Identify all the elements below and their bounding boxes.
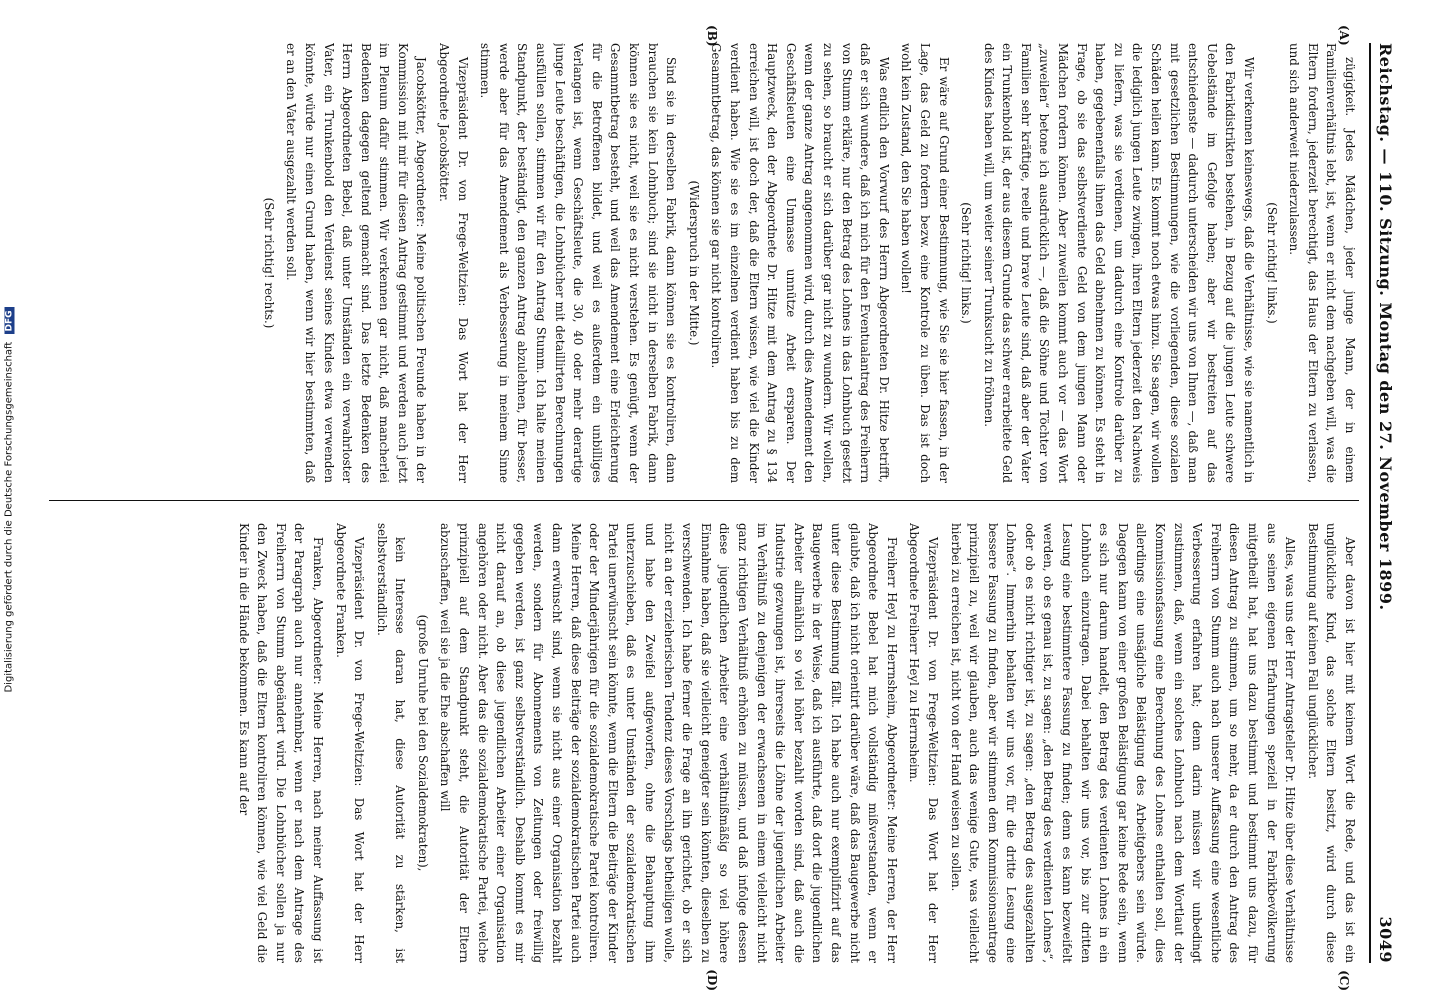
text-column-left	[49, 43, 1359, 483]
digitization-credit-text: Digitalisierung gefördert durch die Deutsche Forschungsgemeinschaft	[3, 341, 15, 693]
margin-marker-c: (C)	[1337, 970, 1351, 991]
paragraph: (Sehr richtig! links.)	[1264, 202, 1279, 324]
paragraph: Was endlich den Vorwurf des Herrn Abgeordneten Dr. Hitze betrifft, daß er sich wundere, daß ich mich für den Eventualantrag des Freiherrn von Stumm erkläre, nur den Betrag des Lohnes in das Lohnbuch gesetzt zu sehen, so braucht er sich darüber gar nicht zu wundern. Wir wollen, wenn der ganze Antrag angenommen wird, durch dies Amendement den Geschäftsleuten eine Unmasse unnütze Arbeit ersparen. Der Hauptzweck, den der Abgeordnete Dr. Hitze mit dem Antrag zu § 134 erreichen will, ist doch der, daß die Eltern wissen, wie viel die Kinder verdient haben. Wie sie es im einzelnen verdient haben bis zu dem Gesammtbetrag, das können sie gar nicht kontroliren.	[709, 43, 891, 483]
paragraph: Jacobskötter, Abgeordneter: Meine politischen Freunde haben in der Kommission mit mir für diesen Antrag gestimmt und werden auch jetzt im Plenum dafür stimmen. Wir verkennen gar nicht, daß mancherlei Bedenken dagegen geltend gemacht sind. Das letzte Bedenken des Herrn Abgeordneten Bebel, daß unter Umständen ein verwahrloster Vater, ein Trunkenbold den Verdienst seines Kindes etwa verwenden könnte, würde nur einen Grund haben, wenn wir hier bestimmten, daß er an den Vater ausgezahlt werden soll.	[284, 43, 429, 483]
paragraph: (Sehr richtig! links.)	[959, 202, 974, 324]
paragraph: kein Interesse daran hat, diese Autorität zu stärken, ist selbstverständlich.	[374, 523, 408, 963]
page-number: 3049	[1376, 916, 1396, 963]
paragraph: (Sehr richtig! rechts.)	[261, 197, 276, 329]
paragraph: (große Unruhe bei den Sozialdemokraten),	[415, 614, 430, 872]
digitization-credit	[0, 0, 18, 1000]
header-title: Reichstag. — 110. Sitzung. Montag den 27. November 1899.	[1376, 43, 1396, 611]
paragraph: zügigkeit. Jedes Mädchen, jeder junge Mann, der in einem Familienverhältnis lebt, ist, wenn er nicht dem nachgeben will, was die Eltern fordern, jederzeit berechtigt, das Haus der Eltern zu verlassen, und sich anderweit niederzulassen.	[1287, 43, 1357, 483]
paragraph: Alles, was uns der Herr Antragsteller Dr. Hitze über diese Verhältnisse aus seinen eigenen Erfahrungen speziell in der Fabrikbevölkerung mitgetheilt hat, hat uns dazu bestimmt und bestimmt uns dazu, für diesen Antrag zu stimmen, um so mehr, da er durch den Antrag des Freiherrn von Stumm auch nach unserer Auffassung eine wesentliche Verbesserung erfahren hat; denn darin müssen wir unbedingt zustimmen, daß, wenn ein solches Lohnbuch nach dem Wortlaut der Kommissionsfassung eine Berechnung des Lohnes enthalten soll, dies allerdings eine unsägliche Belästigung des Arbeitgebers sein würde. Dagegen kann von einer großen Belästigung gar keine Rede sein, wenn es sich nur darum handelt, den Betrag des verdienten Lohnes in ein Lohnbuch einzutragen. Dabei behalten wir uns vor, bis zur dritten Lesung eine bestimmtere Fassung zu finden; denn es kann bezweifelt werden, ob es genau ist, zu sagen: „den Betrag des verdienten Lohnes“, oder ob es nicht richtiger ist, zu sagen: „den Betrag des ausgezahlten Lohnes“. Immerhin behalten wir uns vor, für die dritte Lesung eine bessere Fassung zu finden, aber wir stimmen dem Kommissionsantrage prinzipiell zu, weil wir glauben, auch das wenige Gute, was vielleicht hierbei zu erreichen ist, nicht von der Hand weisen zu sollen.	[948, 523, 1298, 963]
paragraph: Vizepräsident Dr. von Frege-Weltzien: Das Wort hat der Herr Abgeordnete Jacobskötter.	[437, 43, 470, 483]
paragraph: Er wäre auf Grund einer Bestimmung, wie Sie sie hier fassen, in der Lage, das Geld zu fordern bezw. eine Kontrole zu üben. Das ist doch wohl kein Zustand, den Sie haben wollen!	[899, 43, 951, 483]
text-column-right	[49, 523, 1359, 963]
paragraph: Vizepräsident Dr. von Frege-Weltzien: Das Wort hat der Herr Abgeordnete Franken.	[333, 523, 367, 963]
paragraph: Aber davon ist hier mit keinem Wort die Rede, und das ist ein unglückliche Kind, das solche Eltern besitzt, wird durch diese Bestimmung auf keinen Fall unglücklicher.	[1305, 523, 1357, 963]
paragraph: Freiherr Heyl zu Herrnsheim, Abgeordneter: Meine Herren, der Herr Abgeordnete Bebel hat mich vollständig mißverstanden, wenn er glaubte, daß ich nicht orientirt darüber wäre, daß das Baugewerbe nicht unter diese Bestimmung fällt. Ich habe auch nur exemplifizirt auf das Baugewerbe in der Weise, daß ich ausführte, daß dort die jugendlichen Arbeiter allmählich so viel höher bezahlt worden sind, daß auch die Industrie gezwungen ist, ihrerseits die Löhne der jugendlichen Arbeiter im Verhältniß zu denjenigen der erwachsenen in einem vielleicht nicht ganz richtigen Verhältniß erhöhen zu müssen, und daß infolge dessen diese jugendlichen Arbeiter eine verhältnißmäßig so viel höhere Einnahme haben, daß sie vielleicht geneigter sein könnten, dieselben zu verschwenden. Ich habe ferner die Frage an ihn gerichtet, ob er sich nicht an der erzieherischen Tendenz dieses Vorschlags betheiligen wolle, und habe den Zweifel aufgeworfen, ohne die Behauptung ihm unterzuschieben, daß es unter Umständen der sozialdemokratischen Partei unerwünscht sein könnte, wenn die Eltern die Beiträge der Kinder oder der Minderjährigen für die sozialdemokratische Partei kontroliren. Meine Herren, daß diese Beiträge der sozialdemokratischen Partei auch dann erwünscht sind, wenn sie nicht aus einer Organisation bezahlt werden, sondern für Abonnements von Zeitungen oder freiwillig gegeben werden, ist ganz selbstverständlich. Deshalb kommt es mir nicht darauf an, ob diese jugendlichen Arbeiter einer Organisation angehören oder nicht. Aber das die sozialdemokratische Partei, welche prinzipiell auf dem Standpunkt steht, die Autorität der Eltern abzuschaffen, weil sie ja die Ehe abschaffen will	[438, 523, 899, 963]
dfg-logo: DFG	[5, 307, 15, 334]
paragraph: Vizepräsident Dr. von Frege-Weltzien: Das Wort hat der Herr Abgeordnete Freiherr Heyl zu Herrnsheim.	[907, 523, 940, 963]
header-rule	[1369, 43, 1371, 963]
paragraph: Wir verkennen keineswegs, daß die Verhältnisse, wie sie namentlich in den Fabrikdistrikten bestehen, in Bezug auf die jungen Leute schwere Uebelstände im Gefolge haben; aber wir bestreiten auf das entschiedenste — dadurch unterscheiden wir uns von Ihnen —, daß man mit gesetzlichen Bestimmungen, wie die vorliegenden, diese sozialen Schäden heilen kann. Es kommt noch etwas hinzu. Sie sagen, wir wollen die lediglich jungen Leute zwingen, ihren Eltern jederzeit den Nachweis zu liefern, was sie verdienen, um dadurch eine Kontrole darüber zu haben, gegebenenfalls ihnen das Geld abnehmen zu können. Es steht in Frage, ob sie das selbstverdiente Geld von dem jungen Mann oder Mädchen fordern können. Aber zuweilen kommt auch vor — das Wort „zuweilen“ betone ich ausdrücklich —, daß die Söhne und Töchter von Familien sehr kräftige, reelle und brave Leute sind, daß aber der Vater ein Trunkenbold ist, der aus diesem Grunde das schwer erarbeitete Geld des Kindes haben will, um weiter seiner Trunksucht zu fröhnen.	[981, 43, 1257, 483]
margin-marker-b: (B)	[705, 25, 719, 47]
page-header	[1373, 43, 1399, 963]
newspaper-page	[24, 18, 1414, 991]
page-paper	[29, 23, 1409, 991]
paragraph: Franken, Abgeordneter: Meine Herren, nach meiner Auffassung ist der Paragraph auch nur annehmbar, wenn er nach dem Antrage des Freiherrn von Stumm abgeändert wird. Die Lohnbücher sollen ja nur den Zweck haben, daß die Eltern kontroliren können, wie viel Geld die Kinder in die Hände bekommen. Es kann auf der	[236, 523, 325, 963]
margin-marker-d: (D)	[705, 969, 719, 991]
margin-marker-a: (A)	[1337, 25, 1351, 46]
paragraph: Sind sie in derselben Fabrik, dann können sie es kontroliren, dann brauchen sie kein Lohnbuch; sind sie nicht in derselben Fabrik, dann können sie es nicht, weil sie es nicht verstehen. Es genügt, wenn der Gesammtbetrag besteht, und weil das Amendement eine Erleichterung für die Betroffenen bildet, und weil es außerdem ein unbilliges Verlangen ist, wenn Geschäftsleute, die 30, 40 oder mehr derartige junge Leute beschäftigen, die Lohnbücher mit detaillirten Berechnungen ausfüllen sollen, stimmen wir für den Antrag Stumm. Ich halte meinen Standpunkt, der beständigt, den ganzen Antrag abzulehnen, für besser, werde aber für das Amendement als Verbesserung in meinem Sinne stimmen.	[478, 43, 679, 483]
column-divider	[49, 500, 1359, 501]
paragraph: (Widerspruch in der Mitte.)	[686, 180, 701, 346]
